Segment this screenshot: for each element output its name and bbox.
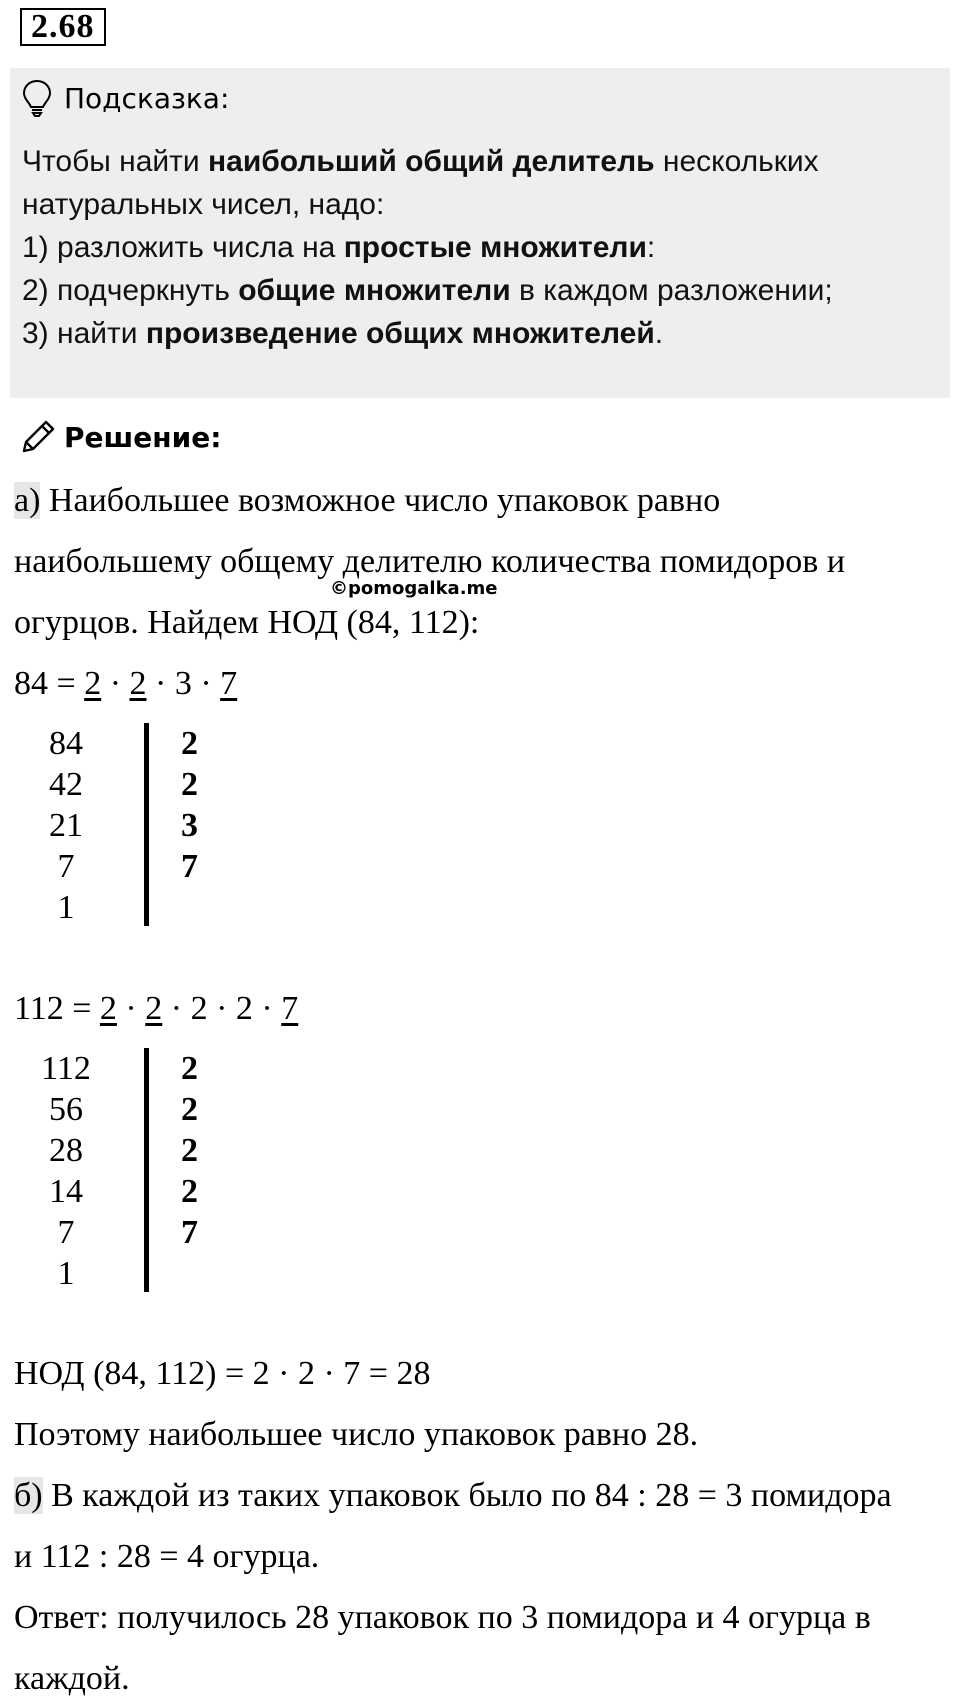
fact112-dividend: 112: [41, 1050, 91, 1087]
fact84-dividend: 21: [49, 807, 83, 844]
fact84-divisor: 7: [181, 848, 198, 885]
gcd-result: НОД (84, 112) = 2 · 2 · 7 = 28: [14, 1355, 431, 1392]
task-number: 2.68: [20, 8, 106, 46]
hint-line-3: 1) разложить числа на простые множители:: [22, 231, 656, 264]
fact112-divisor: 2: [181, 1173, 198, 1210]
hint-line-2: натуральных чисел, надо:: [22, 188, 385, 221]
fact112-dividend: 7: [57, 1214, 75, 1251]
factorization-84-equation: 84 = 2 · 2 · 3 · 7: [14, 665, 238, 702]
fact84-divisor: 2: [181, 725, 198, 762]
answer-line-1: Ответ: получилось 28 упаковок по 3 помидора и 4 огурца в: [14, 1599, 871, 1636]
hint-text: [22, 140, 932, 355]
hint-header: [22, 78, 229, 118]
solution-header: [18, 414, 221, 460]
fact84-divisor: 2: [181, 766, 198, 803]
fact112-divisor: 2: [181, 1091, 198, 1128]
fact84-divider-line: [144, 723, 149, 926]
fact112-dividend: 14: [49, 1173, 83, 1210]
fact84-dividend: 42: [49, 766, 83, 803]
fact84-dividend: 1: [57, 889, 75, 926]
answer-line-2: каждой.: [14, 1660, 130, 1697]
fact112-divisor: 2: [181, 1132, 198, 1169]
part-a-line-2: наибольшему общему делителю количества помидоров и: [14, 543, 846, 580]
fact112-dividend: 28: [49, 1132, 83, 1169]
therefore-line: Поэтому наибольшее число упаковок равно 28.: [14, 1416, 699, 1453]
hint-line-5: 3) найти произведение общих множителей.: [22, 317, 664, 350]
lightbulb-icon: [22, 79, 52, 117]
hint-title: Подсказка:: [64, 81, 230, 115]
hint-line-1: Чтобы найти наибольший общий делитель нескольких: [22, 145, 819, 178]
fact84-dividend: 7: [57, 848, 75, 885]
part-a-label: а): [14, 482, 41, 519]
hint-line-4: 2) подчеркнуть общие множители в каждом разложении;: [22, 274, 833, 307]
part-b-line-1: б) В каждой из таких упаковок было по 84 : 28 = 3 помидора: [14, 1477, 892, 1514]
fact112-dividend: 1: [57, 1255, 75, 1292]
fact112-divisor: 2: [181, 1050, 198, 1087]
pencil-icon: [18, 417, 58, 457]
fact84-dividend: 84: [49, 725, 83, 762]
fact112-dividend: 56: [49, 1091, 83, 1128]
solution-title: Решение:: [64, 420, 222, 454]
fact112-divider-line: [144, 1048, 149, 1292]
fact112-divisor: 7: [181, 1214, 198, 1251]
watermark: ©pomogalka.me: [330, 578, 498, 599]
factorization-112-equation: 112 = 2 · 2 · 2 · 2 · 7: [14, 990, 299, 1027]
part-a-line-3: огурцов. Найдем НОД (84, 112):: [14, 604, 480, 641]
part-b-line-2: и 112 : 28 = 4 огурца.: [14, 1538, 320, 1575]
part-a-line-1: а) Наибольшее возможное число упаковок равно: [14, 482, 721, 519]
fact84-divisor: 3: [181, 807, 198, 844]
part-b-label: б): [14, 1477, 43, 1514]
